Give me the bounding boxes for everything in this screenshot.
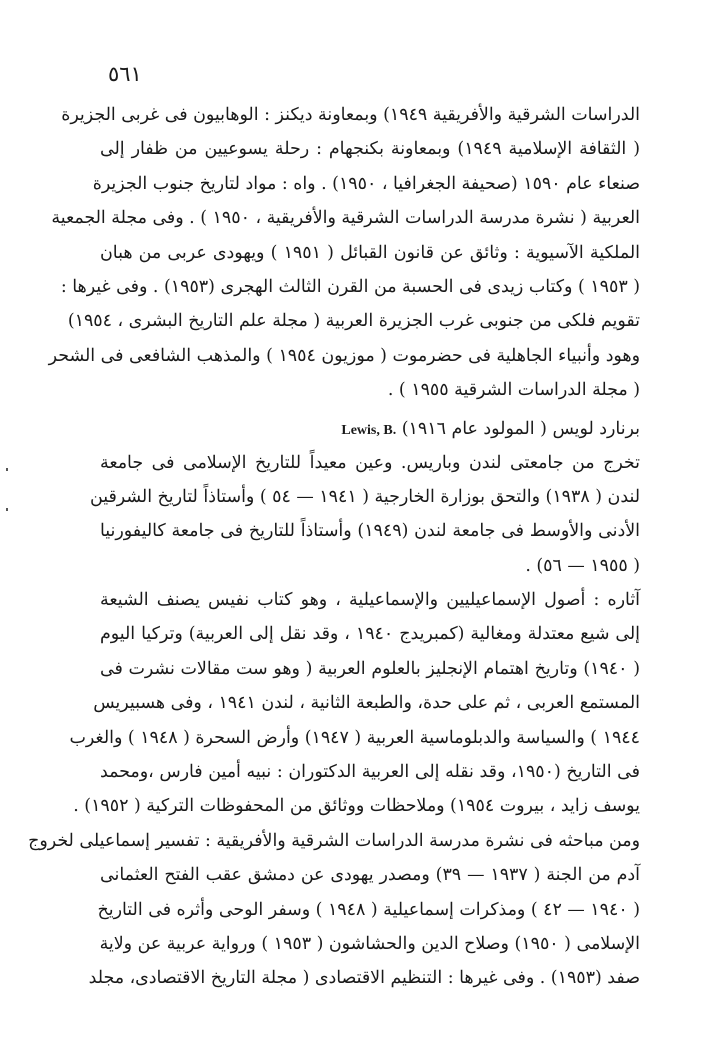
paragraph-works: [28, 583, 640, 996]
text-line: ١٩٤٤ ) والسياسة والدبلوماسية العربية ( ١٩٤٧) وأرض السحرة ( ١٩٤٨ ) والغرب: [69, 727, 640, 748]
scan-speck: [6, 508, 8, 511]
page-number: ٥٦١: [108, 62, 142, 86]
text-line: وهود وأنبياء الجاهلية فى حضرموت ( موزيون ١٩٥٤ ) والمذهب الشافعى فى الشحر: [48, 345, 640, 366]
text-line: العربية ( نشرة مدرسة الدراسات الشرقية والأفريقية ، ١٩٥٠ ) . وفى مجلة الجمعية: [51, 208, 640, 229]
text-line: صفد (١٩٥٣) . وفى غيرها : التنظيم الاقتصادى ( مجلة التاريخ الاقتصادى، مجلد: [88, 968, 640, 989]
text-line: تقويم فلكى من جنوبى غرب الجزيرة العربية ( مجلة علم التاريخ البشرى ، ١٩٥٤): [67, 311, 640, 332]
text-line: آثاره : أصول الإسماعيليين والإسماعيلية ، وهو كتاب نفيس يصنف الشيعة: [100, 590, 640, 611]
text-line: ومن مباحثه فى نشرة مدرسة الدراسات الشرقية والأفريقية : تفسير إسماعيلى لخروج: [28, 830, 640, 851]
text-line: ( ١٩٤٠ — ٤٢ ) ومذكرات إسماعيلية ( ١٩٤٨ ) وسفر الوحى وأثره فى التاريخ: [97, 899, 640, 920]
text-line: فى التاريخ (١٩٥٠، وقد نقله إلى العربية الدكتوران : نبيه أمين فارس ،ومحمد: [100, 762, 640, 783]
paragraph-continued: [48, 98, 641, 408]
text-line: لندن ( ١٩٣٨) والتحق بوزارة الخارجية ( ١٩٤١ — ٥٤ ) وأستاذاً لتاريخ الشرقين: [89, 486, 640, 507]
text-line: ( الثقافة الإسلامية ١٩٤٩) وبمعاونة بكنجهام : رحلة يسوعيين من ظفار إلى: [100, 139, 640, 160]
scan-speck: [6, 468, 8, 471]
page-text: [28, 98, 641, 996]
text-line: الملكية الآسيوية : وثائق عن قانون القبائل ( ١٩٥١ ) ويهودى عربى من هبان: [100, 242, 641, 263]
text-line: ( ١٩٤٠) وتاريخ اهتمام الإنجليز بالعلوم العربية ( وهو ست مقالات نشرت فى: [100, 658, 640, 679]
entry-heading: [100, 412, 640, 446]
entry-heading-latin: Lewis, B.: [341, 422, 397, 438]
text-line: آدم من الجنة ( ١٩٣٧ — ٣٩) ومصدر يهودى عن دمشق عقب الفتح العثمانى: [100, 865, 640, 886]
text-line: صنعاء عام ١٥٩٠ (صحيفة الجغرافيا ، ١٩٥٠) . واه : مواد لتاريخ جنوب الجزيرة: [92, 173, 640, 194]
text-line: الدراسات الشرقية والأفريقية ١٩٤٩) وبمعاونة ديكنز : الوهابيون فى غربى الجزيرة: [61, 105, 640, 125]
text-line: ( ١٩٥٣ ) وكتاب زيدى فى الحسبة من القرن الثالث الهجرى (١٩٥٣) . وفى غيرها :: [60, 276, 640, 297]
entry-heading-arabic: برنارد لويس ( المولود عام ١٩١٦): [401, 418, 640, 439]
text-line: المستمع العربى ، ثم على حدة، والطبعة الثانية ، لندن ١٩٤١ ، وفى هسبيريس: [93, 693, 640, 714]
text-line: الأدنى والأوسط فى جامعة لندن (١٩٤٩) وأستاذاً للتاريخ فى جامعة كاليفورنيا: [100, 521, 640, 542]
text-line: ( ١٩٥٥ — ٥٦) .: [525, 555, 640, 576]
text-line: تخرج من جامعتى لندن وباريس. وعين معيداً للتاريخ الإسلامى فى جامعة: [100, 452, 640, 473]
text-line: يوسف زايد ، بيروت ١٩٥٤) وملاحظات ووثائق من المحفوظات التركية ( ١٩٥٢) .: [73, 796, 640, 817]
text-line: ( مجلة الدراسات الشرقية ١٩٥٥ ) .: [387, 380, 640, 401]
text-line: الإسلامى ( ١٩٥٠) وصلاح الدين والحشاشون ( ١٩٥٣ ) ورواية عربية عن ولاية: [99, 933, 640, 954]
text-line: إلى شيع معتدلة ومغالية (كمبريدج ١٩٤٠ ، وقد نقل إلى العربية) وتركيا اليوم: [100, 624, 640, 645]
paragraph-biography: [89, 446, 640, 584]
